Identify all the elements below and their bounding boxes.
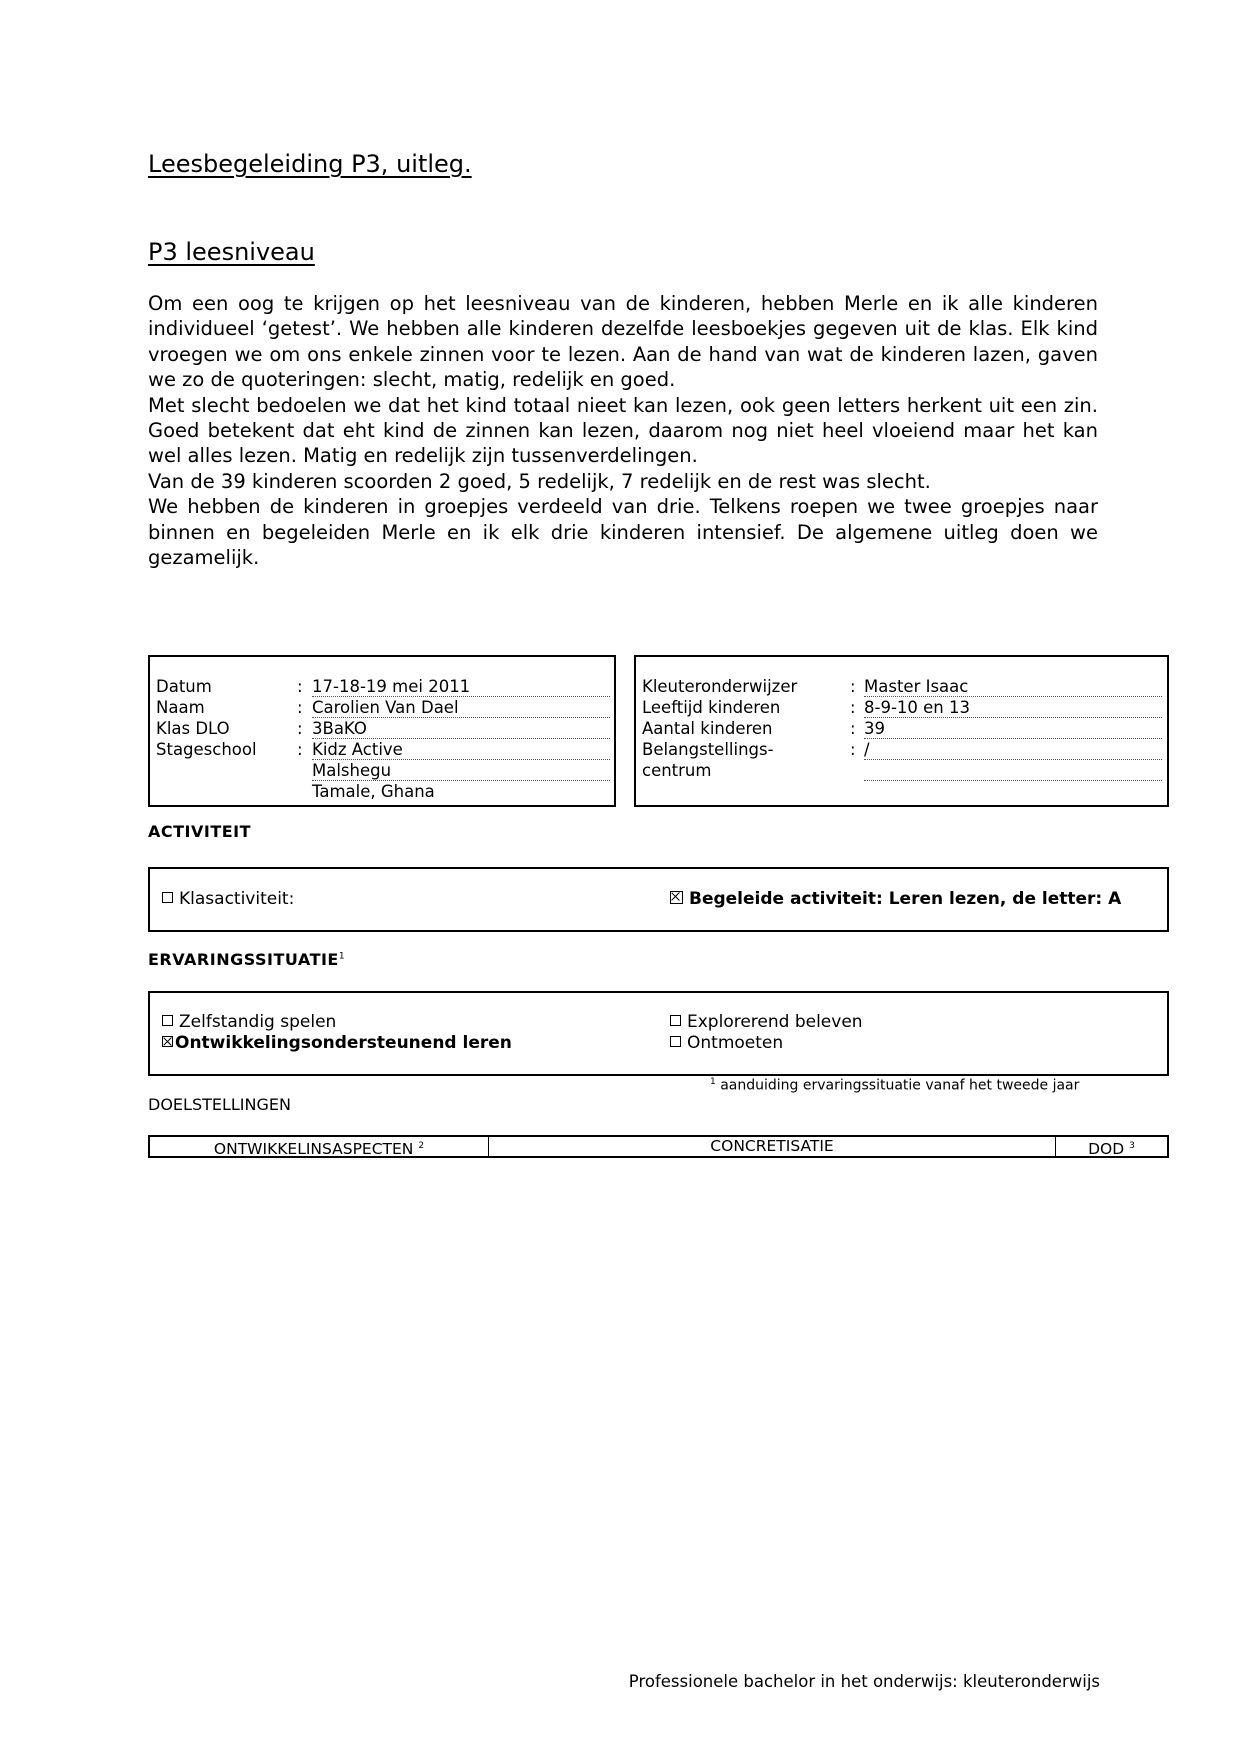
checkbox-unchecked-icon[interactable] xyxy=(670,1015,681,1026)
activiteit-heading: ACTIVITEIT xyxy=(148,822,252,841)
doelstellingen-table-header xyxy=(148,1135,1169,1158)
colon: : xyxy=(297,677,303,696)
belangstellingscentrum-value: / xyxy=(864,739,1162,760)
colon: : xyxy=(850,740,856,759)
checkbox-unchecked-icon[interactable] xyxy=(162,892,173,903)
doelstellingen-heading: DOELSTELLINGEN xyxy=(148,1095,291,1114)
stageschool-row-2 xyxy=(156,760,611,781)
datum-value: 17-18-19 mei 2011 xyxy=(312,676,610,697)
colon: : xyxy=(850,698,856,717)
colon: : xyxy=(297,698,303,717)
stageschool-value-3: Tamale, Ghana xyxy=(312,782,435,801)
body-text xyxy=(148,291,1098,570)
leeftijd-value: 8-9-10 en 13 xyxy=(864,697,1162,718)
footnote-marker: 3 xyxy=(1129,1141,1135,1151)
kleuteronderwijzer-value: Master Isaac xyxy=(864,676,1162,697)
belangstellingscentrum-label: Belangstellings- xyxy=(642,740,774,759)
stageschool-row xyxy=(156,739,611,760)
checkbox-unchecked-icon[interactable] xyxy=(670,1036,681,1047)
explorerend-beleven-option[interactable] xyxy=(670,1012,863,1032)
column-header-text: DOD xyxy=(1088,1140,1125,1159)
colon: : xyxy=(850,677,856,696)
activiteit-box xyxy=(148,867,1169,932)
ontwikkelingsondersteunend-leren-option[interactable] xyxy=(162,1033,512,1053)
footnote-text: aanduiding ervaringssituatie vanaf het tweede jaar xyxy=(720,1077,1080,1094)
ontmoeten-label: Ontmoeten xyxy=(687,1033,784,1053)
belangstellingscentrum-label-2: centrum xyxy=(642,761,712,780)
klas-label: Klas DLO xyxy=(156,719,230,738)
paragraph: Met slecht bedoelen we dat het kind totaal nieet kan lezen, ook geen letters herkent uit een zin. Goed betekent dat eht kind de zinnen kan lezen, daarom nog niet heel vloeiend maar het kan wel alles lezen. Matig en redelijk zijn tussenverdelingen. xyxy=(148,393,1098,468)
klas-value: 3BaKO xyxy=(312,718,610,739)
footnote xyxy=(710,1077,1079,1094)
datum-row xyxy=(156,676,611,697)
checkbox-unchecked-icon[interactable] xyxy=(162,1015,173,1026)
checkbox-checked-icon[interactable] xyxy=(670,891,683,904)
footnote-marker: 2 xyxy=(418,1141,425,1151)
belangstellingscentrum-line xyxy=(864,760,1162,781)
aantal-row xyxy=(642,718,1162,739)
ontwikkelingsondersteunend-leren-label: Ontwikkelingsondersteunend leren xyxy=(175,1033,512,1053)
klas-row xyxy=(156,718,611,739)
footnote-marker: 1 xyxy=(710,1077,716,1087)
datum-label: Datum xyxy=(156,677,212,696)
document-title: Leesbegeleiding P3, uitleg. xyxy=(148,150,472,178)
ervaringssituatie-box xyxy=(148,991,1169,1076)
aantal-label: Aantal kinderen xyxy=(642,719,773,738)
ontmoeten-option[interactable] xyxy=(670,1033,783,1053)
column-header-ontwikkelingsaspecten xyxy=(150,1137,489,1159)
paragraph: We hebben de kinderen in groepjes verdeeld van drie. Telkens roepen we twee groepjes naar binnen en begeleiden Merle en ik elk drie kinderen intensief. De algemene uitleg doen we gezamelijk. xyxy=(148,495,1098,570)
colon: : xyxy=(850,719,856,738)
colon: : xyxy=(297,719,303,738)
student-info-box xyxy=(148,655,616,807)
belangstellingscentrum-row-2 xyxy=(642,760,1162,781)
leeftijd-label: Leeftijd kinderen xyxy=(642,698,781,717)
stageschool-value: Kidz Active xyxy=(312,739,610,760)
ervaringssituatie-heading xyxy=(148,950,345,969)
aantal-value: 39 xyxy=(864,718,1162,739)
column-header-text: ONTWIKKELINSASPECTEN xyxy=(213,1140,414,1159)
begeleide-activiteit-option[interactable] xyxy=(670,889,1121,909)
footnote-marker: 1 xyxy=(338,951,346,962)
naam-value: Carolien Van Dael xyxy=(312,697,610,718)
klasactiviteit-label: Klasactiviteit: xyxy=(179,889,295,909)
column-header-dod xyxy=(1056,1137,1167,1159)
checkbox-checked-icon[interactable] xyxy=(162,1036,173,1047)
naam-label: Naam xyxy=(156,698,205,717)
stageschool-value-2: Malshegu xyxy=(312,760,610,781)
naam-row xyxy=(156,697,611,718)
stageschool-row-3 xyxy=(156,781,611,802)
kleuteronderwijzer-label: Kleuteronderwijzer xyxy=(642,677,798,696)
colon: : xyxy=(297,740,303,759)
section-title-leesniveau: P3 leesniveau xyxy=(148,238,315,266)
kleuteronderwijzer-row xyxy=(642,676,1162,697)
begeleide-activiteit-label: Begeleide activiteit: Leren lezen, de letter: A xyxy=(689,889,1122,909)
belangstellingscentrum-row xyxy=(642,739,1162,760)
zelfstandig-spelen-option[interactable] xyxy=(162,1012,336,1032)
stageschool-label: Stageschool xyxy=(156,740,257,759)
ervaringssituatie-heading-text: ERVARINGSSITUATIE xyxy=(148,950,339,969)
paragraph: Om een oog te krijgen op het leesniveau van de kinderen, hebben Merle en ik alle kinderen individueel ‘getest’. We hebben alle kinderen dezelfde leesboekjes gegeven uit de klas. Elk kind vroegen we om ons enkele zinnen voor te lezen. Aan de hand van wat de kinderen lazen, gaven we zo de quoteringen: slecht, matig, redelijk en goed. xyxy=(148,292,1098,392)
paragraph: Van de 39 kinderen scoorden 2 goed, 5 redelijk, 7 redelijk en de rest was slecht. xyxy=(148,469,931,493)
leeftijd-row xyxy=(642,697,1162,718)
zelfstandig-spelen-label: Zelfstandig spelen xyxy=(179,1012,337,1032)
explorerend-beleven-label: Explorerend beleven xyxy=(687,1012,863,1032)
page-footer: Professionele bachelor in het onderwijs: kleuteronderwijs xyxy=(628,1672,1100,1691)
klasactiviteit-option[interactable] xyxy=(162,889,294,909)
column-header-concretisatie: CONCRETISATIE xyxy=(489,1137,1056,1156)
class-info-box xyxy=(634,655,1169,807)
